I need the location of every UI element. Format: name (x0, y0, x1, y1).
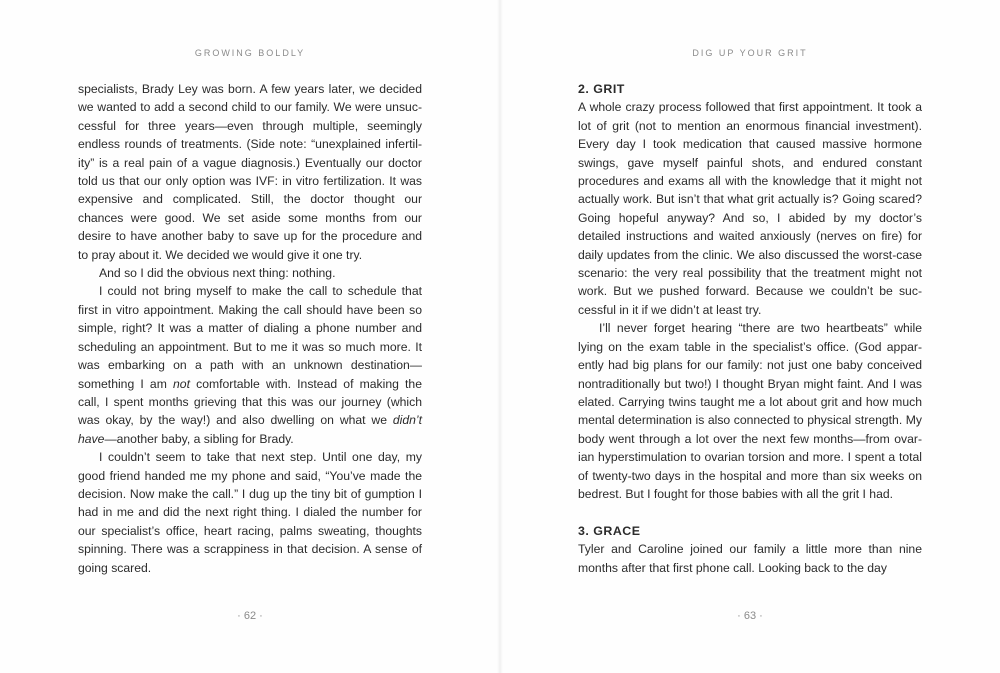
section-heading-grace: 3. GRACE (578, 523, 641, 538)
paragraph (78, 282, 422, 448)
text-run: I could not bring myself to make the call to schedule that first in vitro appointment. Making the call should have been so simple, right? It was a matter of dialing a phone number and scheduling an appointment. But to me it was so much more. It was embarking on a path with an unknown destination—something I am (78, 284, 422, 391)
paragraph: I couldn’t seem to take that next step. Until one day, my good friend handed me my phone and said, “You’ve made the decision. Now make the call.” I dug up the tiny bit of gumption I had in me and did the next right thing. I dialed the number for our specialist’s office, heart racing, palms sweating, thoughts spinning. There was a scrappiness in that decision. A sense of going scared. (78, 450, 422, 575)
right-page-body (578, 80, 922, 577)
right-page (500, 0, 1000, 673)
section-heading-grit: 2. GRIT (578, 82, 625, 96)
emphasis-text: not (173, 376, 190, 391)
emphasis-text: didn’t have (78, 413, 422, 446)
paragraph: A whole crazy process followed that first appointment. It took a lot of grit (not to mention an enormous financial investment). Every day I took medication that caused massive hormone swings, gave myself painful shots, and endured constant procedures and exams all with the knowledge that it might not actually work. But isn’t that what grit actually is? Going scared? Going hopeful anyway? And so, I abided by my doctor’s detailed instructions and waited anxiously (nerves on fire) for daily updates from the clinic. We also discussed the worst-case scenario: the very real possibility that the treatment might not work. But we pushed forward. Because we couldn’t be successful in it if we didn’t at least try. (578, 100, 922, 317)
paragraph: Tyler and Caroline joined our family a little more than nine months after that first phone call. Looking back to the day (578, 542, 922, 575)
paragraph: I’ll never forget hearing “there are two heartbeats” while lying on the exam table in the specialist’s office. (God apparently had big plans for our family: not just one baby conceived nontraditionally but two!) I thought Bryan might faint. And I was elated. Carrying twins taught me a lot about grit and how much mental determination is also connected to physical strength. My body went through a lot over the next few months—from ovarian hyperstimulation to ovarian torsion and more. I spent a total of twenty-two days in the hospital and more than six weeks on bedrest. But I fought for those babies with all the grit I had. (578, 321, 922, 501)
paragraph: specialists, Brady Ley was born. A few years later, we decided we wanted to add a second child to our family. We were unsuccessful for three years—even through multiple, seemingly endless rounds of treatments. (Side note: “unexplained infertility” is a real pain of a vague diagnosis.) Eventually our doctor told us that our only option was IVF: in vitro fertilization. It was expensive and complicated. Still, the doctor thought our chances were good. We set aside some months from our desire to have another baby to save up for the procedure and to pray about it. We decided we would give it one try. (78, 82, 422, 262)
running-head-left: GROWING BOLDLY (194, 48, 306, 58)
running-head-right: DIG UP YOUR GRIT (692, 48, 808, 58)
left-page-body (78, 80, 422, 577)
page-number-right: · 63 · (737, 610, 763, 622)
paragraph: And so I did the obvious next thing: nothing. (99, 266, 336, 281)
text-run: comfortable with. Instead of making the call, I spent months grieving that this was our journey (which was okay, by the way!) and also dwelling on what we (78, 376, 422, 428)
page-number-left: · 62 · (237, 610, 263, 622)
text-run: —another baby, a sibling for Brady. (104, 431, 294, 446)
